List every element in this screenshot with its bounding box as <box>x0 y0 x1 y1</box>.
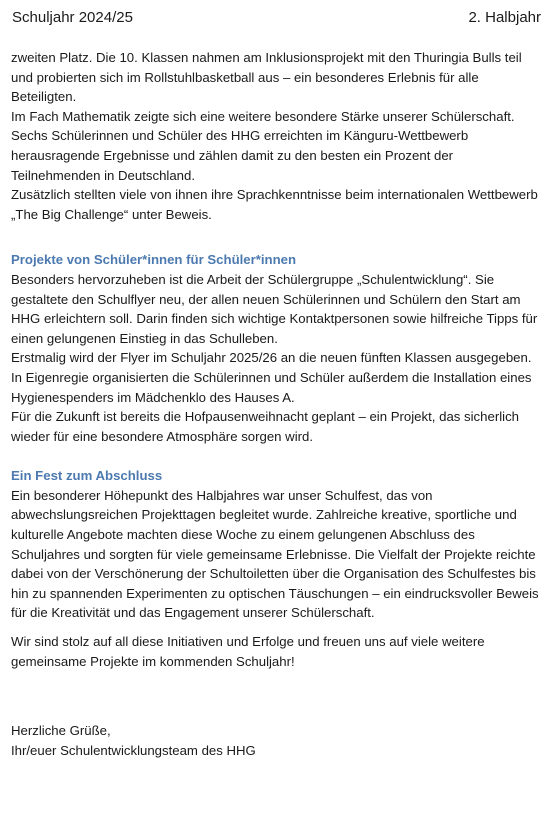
school-year-label: Schuljahr 2024/25 <box>12 9 133 26</box>
projects-paragraph-hygiene: In Eigenregie organisierten die Schülerinnen und Schüler außerdem die Installation eines Hygienespenders im Mädchenklo des Hauses A. <box>11 369 532 405</box>
projects-heading: Projekte von Schüler*innen für Schüler*innen <box>11 252 297 268</box>
closing-signature: Ihr/euer Schulentwicklungsteam des HHG <box>11 742 256 758</box>
projects-paragraph-future: Für die Zukunft ist bereits die Hofpausenweihnacht geplant – ein Projekt, das sicherlich wieder für eine besondere Atmosphäre sorgen wird. <box>11 409 519 444</box>
semester-label: 2. Halbjahr <box>468 9 541 26</box>
closing-greeting: Herzliche Grüße, <box>11 723 111 739</box>
fest-paragraph-highlight: Ein besonderer Höhepunkt des Halbjahres war unser Schulfest, das von abwechslungsreichen Projekttagen begleitet wurde. Zahlreiche kreative, sportliche und kulturelle Angebote machten diese Woche zu einem gelungenen Abschluss des Schuljahres und sorgten für viele gemeinsame Erlebnisse. Die Vielfalt der Projekte reichte dabei von der Verschönerung der Schultoiletten über die Organisation des Schulfestes bis hin zu spannenden Experimenten zu optischen Täuschungen – ein eindrucksvoller Beweis für die Kreativität und das Engagement unserer Schülerschaft. <box>11 487 539 621</box>
closing-spacer <box>11 671 539 721</box>
intro-paragraph-language: Zusätzlich stellten viele von ihnen ihre Sprachkenntnisse beim internationalen Wettbewerb „The Big Challenge“ unter Beweis. <box>11 187 538 222</box>
intro-paragraph-sports: zweiten Platz. Die 10. Klassen nahmen am Inklusionsprojekt mit den Thuringia Bulls teil und probierten sich im Rollstuhlbasketball aus – ein besonderes Erlebnis für alle Beteiligten. <box>11 50 522 105</box>
fest-heading: Ein Fest zum Abschluss <box>11 468 163 484</box>
document-body <box>11 48 539 760</box>
projects-paragraph-first-use: Erstmalig wird der Flyer im Schuljahr 2025/26 an die neuen fünften Klassen ausgegeben. <box>11 350 532 366</box>
paragraph-spacer <box>11 623 539 632</box>
projects-paragraph-flyer: Besonders hervorzuheben ist die Arbeit der Schülergruppe „Schulentwicklung“. Sie gestaltete den Schulflyer neu, der allen neuen Schülerinnen und Schülern den Start am HHG erleichtern soll. Darin finden sich wichtige Kontaktpersonen sowie hilfreiche Tipps für einen gelungenen Einstieg in das Schulleben. <box>11 271 538 346</box>
fest-paragraph-proud: Wir sind stolz auf all diese Initiativen und Erfolge und freuen uns auf viele weitere gemeinsame Projekte im kommenden Schuljahr! <box>11 634 485 669</box>
page-header <box>12 9 541 29</box>
intro-paragraph-math: Im Fach Mathematik zeigte sich eine weitere besondere Stärke unserer Schülerschaft. Sechs Schülerinnen und Schüler des HHG erreichten im Känguru-Wettbewerb herausragende Ergebnisse und zählen damit zu den besten ein Prozent der Teilnehmenden in Deutschland. <box>11 108 515 183</box>
section-spacer <box>11 224 539 250</box>
section-spacer <box>11 446 539 466</box>
